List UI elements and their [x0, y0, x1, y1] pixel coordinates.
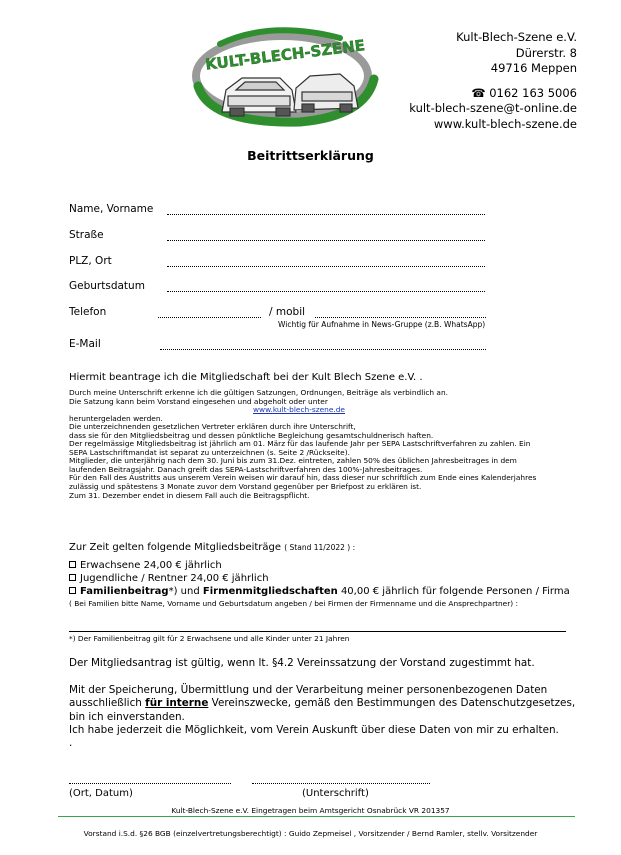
family-note: ( Bei Familien bitte Name, Vorname und Geburtsdatum angeben / bei Firmen der Firmenname und die Ansprechpartner) :	[69, 599, 518, 608]
mobile-hint: Wichtig für Aufnahme in News-Gruppe (z.B. WhatsApp)	[278, 320, 486, 329]
terms-line: Für den Fall des Austritts aus unserem Verein weisen wir darauf hin, dass dieser nur schriftlich zum Ende eines Kalenderjahres	[69, 473, 537, 483]
family-entry-line[interactable]	[69, 631, 566, 632]
mobile-label: / mobil	[269, 306, 306, 318]
family-checkbox[interactable]	[69, 587, 76, 594]
family-rest: 40,00 € jährlich für folgende Personen / Firma	[337, 586, 570, 597]
logo-text: KULT-BLECH-SZENE	[204, 36, 366, 74]
terms-text	[69, 389, 589, 500]
terms-line: Die unterzeichnenden gesetzlichen Vertreter erklären durch ihre Unterschrift,	[69, 422, 356, 432]
name-field[interactable]	[167, 213, 485, 215]
birthdate-label: Geburtsdatum	[69, 280, 145, 292]
footer-board: Vorstand i.S.d. §26 BGB (einzelvertretungsberechtigt) : Guido Zepmeisel , Vorsitzender / Bernd Ramler, stellv. Vorsitzender	[83, 829, 538, 838]
fee-youth	[69, 573, 269, 584]
plz-label: PLZ, Ort	[69, 255, 112, 267]
adult-checkbox[interactable]	[69, 561, 76, 568]
youth-checkbox[interactable]	[69, 574, 76, 581]
footer-divider	[58, 816, 575, 817]
email-label: E-Mail	[69, 338, 101, 350]
mobile-field[interactable]	[315, 316, 486, 318]
terms-line: SEPA Lastschriftmandat ist separat zu unterzeichnen (s. Seite 2 /Rückseite).	[69, 447, 350, 457]
phone-field[interactable]	[158, 316, 261, 318]
terms-line: Durch meine Unterschrift erkenne ich die gültigen Satzungen, Ordnungen, Beiträge als verbindlich an.	[69, 388, 448, 397]
family-footnote: *) Der Familienbeitrag gilt für 2 Erwachsene und alle Kinder unter 21 Jahren	[69, 634, 350, 643]
org-city: 49716 Meppen	[490, 61, 577, 75]
org-street: Dürerstr. 8	[515, 45, 577, 60]
plz-field[interactable]	[167, 265, 485, 267]
fee-family	[69, 586, 570, 597]
org-phone: ☎ 0162 163 5006	[471, 85, 577, 100]
company-label: Firmenmitgliedschaften	[202, 586, 338, 597]
website-link[interactable]: www.kult-blech-szene.de	[253, 405, 345, 415]
terms-line: Der regelmässige Mitgliedsbeitrag ist jährlich am 01. März für das laufende Jahr per SEPA Lastschriftverfahren zu zahlen. Ein	[69, 439, 531, 449]
family-label: Familienbeitrag	[80, 586, 169, 597]
club-logo	[190, 24, 385, 136]
fee-adult-text: Erwachsene 24,00 € jährlich	[80, 560, 222, 571]
terms-line: dass sie für den Mitgliedsbeitrag und dessen pünktliche Begleichung gesamtschuldnerisch haften.	[69, 430, 434, 440]
privacy-line: Mit der Speicherung, Übermittlung und der Verarbeitung meiner personenbezogenen Daten	[69, 684, 548, 696]
privacy-line: .	[69, 737, 73, 750]
signature-label: (Unterschrift)	[302, 788, 369, 799]
terms-line: Mitglieder, die unterjährig nach dem 30. Juni bis zum 31.Dez. eintreten, zahlen 50% des üblichen Jahresbeitrages in dem	[69, 456, 517, 466]
place-date-field[interactable]	[69, 782, 231, 784]
family-mid: *) und	[168, 586, 203, 597]
address-block	[409, 30, 577, 132]
fees-heading-text: Zur Zeit gelten folgende Mitgliedsbeiträge	[69, 542, 282, 553]
privacy-line: Vereinszwecke, gemäß den Bestimmungen des Datenschutzgesetzes,	[208, 697, 576, 710]
privacy-line: Ich habe jederzeit die Möglichkeit, vom Verein Auskunft über diese Daten von mir zu erhalten.	[69, 723, 559, 736]
place-date-label: (Ort, Datum)	[69, 788, 133, 799]
terms-line: Die Satzung kann beim Vorstand eingesehen und abgeholt oder unter	[69, 396, 328, 406]
fee-adult	[69, 560, 222, 571]
street-label: Straße	[69, 229, 104, 241]
privacy-text	[69, 684, 575, 750]
fees-stand: ( Stand 11/2022 ) :	[284, 543, 356, 552]
membership-request: Hiermit beantrage ich die Mitgliedschaft bei der Kult Blech Szene e.V. .	[69, 372, 423, 383]
privacy-emphasis: für interne	[145, 697, 209, 710]
name-label: Name, Vorname	[69, 203, 154, 215]
street-field[interactable]	[167, 239, 485, 241]
email-field[interactable]	[160, 348, 486, 350]
fees-heading	[69, 542, 355, 553]
org-name: Kult-Blech-Szene e.V.	[456, 30, 577, 44]
privacy-line: bin ich einverstanden.	[69, 710, 185, 723]
page-title: Beitrittserklärung	[247, 148, 374, 163]
phone-label: Telefon	[69, 306, 107, 318]
validity-text: Der Mitgliedsantrag ist gültig, wenn lt. §4.2 Vereinssatzung der Vorstand zugestimmt hat.	[69, 657, 535, 669]
terms-line: zulässig und spätestens 3 Monate zuvor dem Vorstand gegenüber per Briefpost zu erklären ist.	[69, 482, 422, 492]
terms-line: heruntergeladen werden.	[69, 413, 163, 423]
org-website: www.kult-blech-szene.de	[433, 116, 577, 131]
signature-field[interactable]	[252, 782, 430, 784]
birthdate-field[interactable]	[167, 290, 485, 292]
fee-youth-text: Jugendliche / Rentner 24,00 € jährlich	[80, 573, 269, 584]
footer-registration: Kult-Blech-Szene e.V. Eingetragen beim Amtsgericht Osnabrück VR 201357	[171, 806, 450, 815]
terms-line: laufenden Beitragsjahr. Danach greift das SEPA-Lastschriftverfahren des 100%-Jahresbeitrages.	[69, 464, 423, 474]
terms-line: Zum 31. Dezember endet in diesem Fall auch die Beitragspflicht.	[69, 490, 310, 500]
privacy-line: ausschließlich	[69, 697, 146, 710]
org-email: kult-blech-szene@t-online.de	[409, 101, 577, 115]
